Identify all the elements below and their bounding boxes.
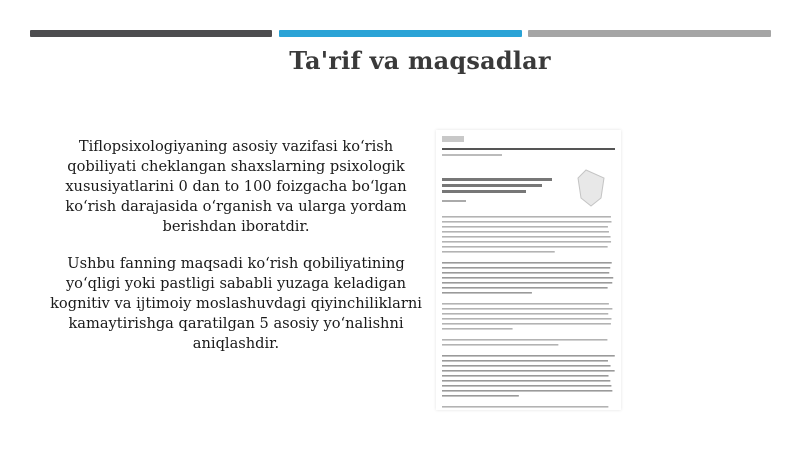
paragraph-definition: Tiflopsixologiyaning asosiy vazifasi ko‘rish qobiliyati cheklangan shaxslarning psixologik xususiyatlarini 0 dan to 100 foizgacha bo‘lgan ko‘rish darajasida o‘rganish va ularga yordam berishdan iboratdir. <box>65 138 407 235</box>
accent-bar-blue <box>279 30 522 37</box>
accent-bar-dark <box>30 30 272 37</box>
document-page-icon <box>436 130 621 410</box>
slide-body <box>50 137 422 371</box>
slide-title: Ta'rif va maqsadlar <box>289 46 551 75</box>
document-page-image <box>436 130 621 410</box>
accent-bar-gray <box>528 30 771 37</box>
paragraph-goal: Ushbu fanning maqsadi ko‘rish qobiliyatining yo‘qligi yoki pastligi sababli yuzaga keladigan kognitiv va ijtimoiy moslashuvdagi qiyinchiliklarni kamaytirishga qaratilgan 5 asosiy yo‘nalishni aniqlashdir. <box>50 255 422 352</box>
